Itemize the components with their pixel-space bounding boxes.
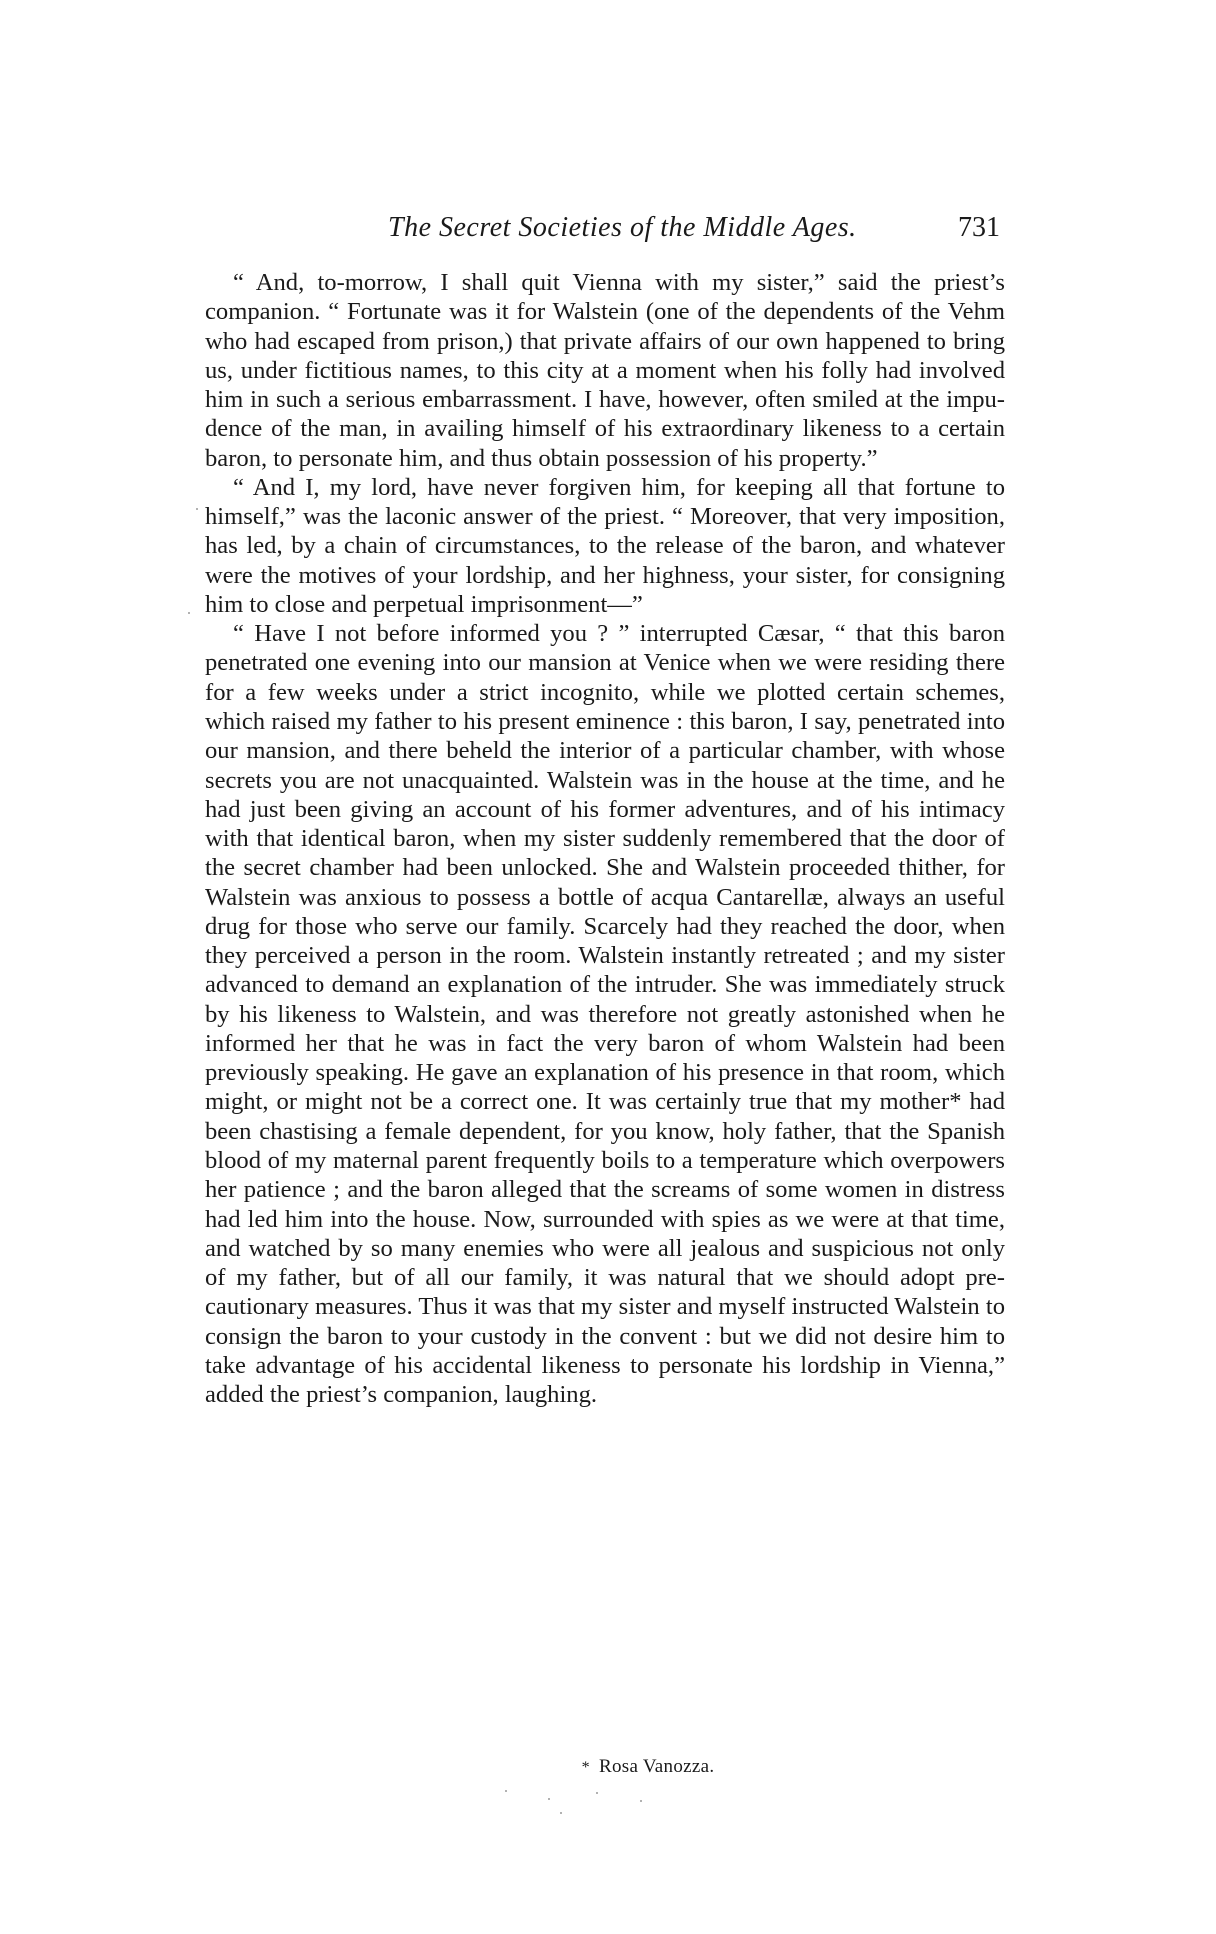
print-speck — [548, 1798, 550, 1800]
running-header — [200, 208, 1000, 248]
print-speck — [640, 1800, 642, 1802]
paragraph-3: “ Have I not before informed you ? ” interrupted Cæsar, “ that this baron penetrated one evening into our mansion at Venice when we were residing there for a few weeks under a strict incognito, while we plotted certain schemes, which raised my father to his present eminence : this baron, I say, penetrated into our mansion, and there beheld the interior of a particular chamber, with whose secrets you are not unacquainted. Walstein was in the house at the time, and he had just been giving an account of his former adventures, and of his intimacy with that identical baron, when my sister suddenly remembered that the door of the secret chamber had been unlocked. She and Walstein proceeded thither, for Walstein was anxious to possess a bottle of acqua Cantarellæ, always an useful drug for those who serve our family. Scarcely had they reached the door, when they perceived a person in the room. Walstein instantly retreated ; and my sister advanced to demand an explanation of the intruder. She was immediately struck by his likeness to Walstein, and was therefore not greatly astonished when he informed her that he was in fact the very baron of whom Walstein had been previously speaking. He gave an explanation of his presence in that room, which might, or might not be a correct one. It was certainly true that my mother* had been chastising a female dependent, for you know, holy father, that the Spanish blood of my maternal parent frequently boils to a temperature which overpowers her patience ; and the baron alleged that the screams of some women in distress had led him into the house. Now, surrounded with spies as we were at that time, and watched by so many enemies who were all jealous and suspicious not only of my father, but of all our family, it was natural that we should adopt precautionary measures. Thus it was that my sister and myself instructed Walstein to consign the baron to your custody in the convent : but we did not desire him to take advantage of his accidental likeness to personate his lordship in Vienna,” added the priest’s companion, laughing. — [205, 620, 1005, 1409]
running-title: The Secret Societies of the Middle Ages. — [388, 212, 857, 243]
page-number: 731 — [958, 212, 1000, 243]
footnote-text: Rosa Vanozza. — [598, 1756, 715, 1777]
print-speck — [188, 612, 190, 614]
print-speck — [596, 1792, 598, 1794]
paragraph-1: “ And, to-morrow, I shall quit Vienna with my sister,” said the priest’s companion. “ Fortunate was it for Walstein (one of the dependents of the Vehm who had escaped from prison,) that private affairs of our own happened to bring us, under fictitious names, to this city at a moment when his folly had involved him in such a serious embarrassment. I have, however, often smiled at the impudence of the man, in availing himself of his extraordinary likeness to a certain baron, to personate him, and thus obtain possession of his property.” — [205, 269, 1005, 472]
footnote — [0, 1756, 1216, 1778]
print-speck — [560, 1812, 562, 1814]
print-speck — [505, 1790, 507, 1792]
footnote-mark: * — [581, 1759, 590, 1776]
body-text — [205, 268, 1005, 1409]
print-speck — [196, 508, 198, 510]
paragraph-2: “ And I, my lord, have never forgiven him, for keeping all that fortune to himself,” was the laconic answer of the priest. “ Moreover, that very imposition, has led, by a chain of circumstances, to the release of the baron, and whatever were the motives of your lordship, and her highness, your sister, for consigning him to close and perpetual imprisonment—” — [205, 473, 1005, 618]
